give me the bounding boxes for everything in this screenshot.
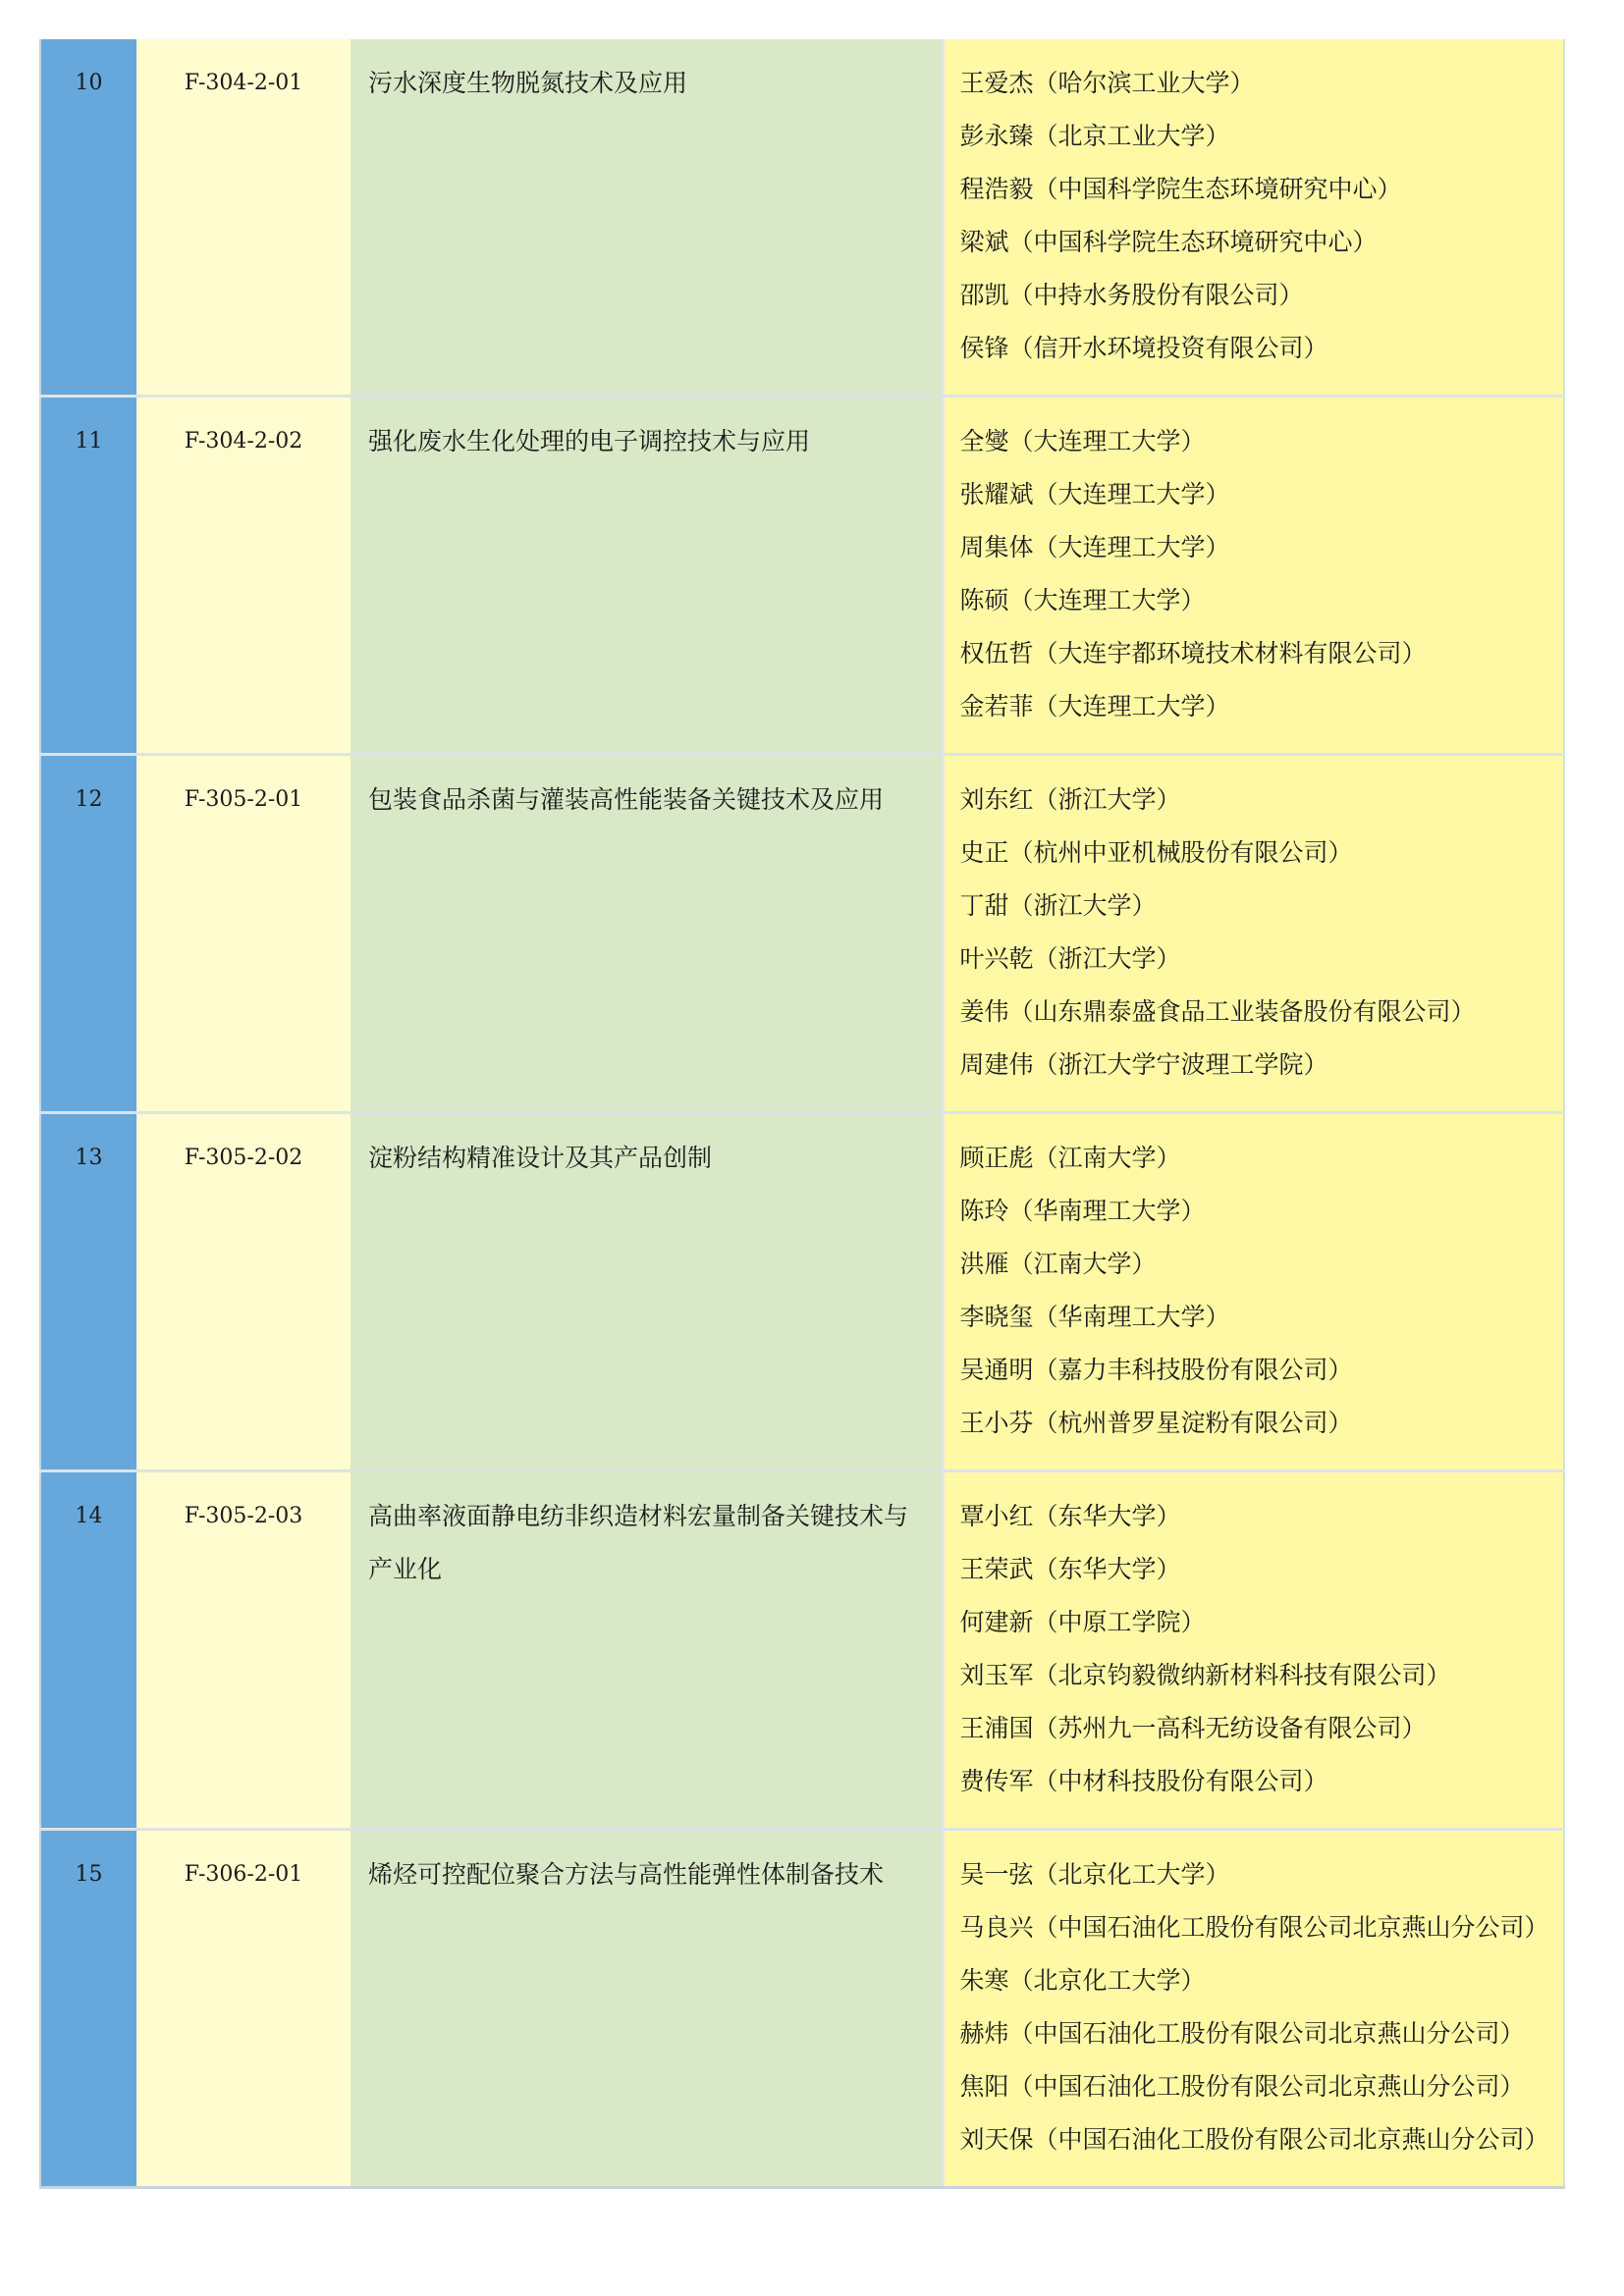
person-entry: 全燮（大连理工大学） — [959, 427, 1206, 455]
code-cell — [136, 1471, 351, 1830]
person-entry: 史正（杭州中亚机械股份有限公司） — [959, 838, 1353, 867]
table-row — [40, 1113, 1564, 1471]
people-list — [945, 398, 1564, 753]
person-entry: 焦阳（中国石油化工股份有限公司北京燕山分公司） — [959, 2072, 1525, 2101]
project-number: 14 — [75, 1504, 103, 1528]
person-entry: 王浦国（苏州九一高科无纺设备有限公司） — [959, 1714, 1427, 1742]
person-entry: 朱寒（北京化工大学） — [959, 1966, 1206, 1995]
person-entry: 邵凯（中持水务股份有限公司） — [959, 281, 1304, 309]
code-cell — [136, 1113, 351, 1471]
people-cell — [943, 397, 1564, 755]
project-number: 12 — [75, 787, 103, 812]
table-row — [40, 397, 1564, 755]
project-title: 包装食品杀菌与灌装高性能装备关键技术及应用 — [368, 785, 885, 814]
title-cell — [351, 755, 943, 1113]
person-entry: 王荣武（东华大学） — [959, 1555, 1181, 1583]
project-number: 13 — [75, 1146, 103, 1170]
title-cell — [351, 1113, 943, 1471]
person-entry: 王爱杰（哈尔滨工业大学） — [959, 69, 1255, 97]
code-cell — [136, 1830, 351, 2188]
project-title: 淀粉结构精准设计及其产品创制 — [368, 1144, 713, 1172]
project-title: 烯烃可控配位聚合方法与高性能弹性体制备技术 — [368, 1860, 885, 1889]
people-cell — [943, 755, 1564, 1113]
person-entry: 刘天保（中国石油化工股份有限公司北京燕山分公司） — [959, 2125, 1549, 2154]
person-entry: 吴通明（嘉力丰科技股份有限公司） — [959, 1356, 1353, 1384]
table-row — [40, 755, 1564, 1113]
number-cell — [40, 755, 136, 1113]
people-list — [945, 39, 1564, 395]
number-cell — [40, 1113, 136, 1471]
number-cell — [40, 1471, 136, 1830]
person-entry: 叶兴乾（浙江大学） — [959, 944, 1181, 973]
number-cell — [40, 397, 136, 755]
project-number: 11 — [75, 429, 103, 454]
project-number: 15 — [75, 1862, 103, 1887]
person-entry: 彭永臻（北京工业大学） — [959, 122, 1230, 150]
person-entry: 刘东红（浙江大学） — [959, 785, 1181, 814]
people-cell — [943, 1830, 1564, 2188]
title-cell — [351, 1471, 943, 1830]
table-row — [40, 1471, 1564, 1830]
person-entry: 程浩毅（中国科学院生态环境研究中心） — [959, 175, 1402, 203]
project-code: F-305-2-01 — [184, 787, 303, 812]
person-entry: 费传军（中材科技股份有限公司） — [959, 1767, 1328, 1795]
person-entry: 梁斌（中国科学院生态环境研究中心） — [959, 228, 1378, 256]
person-entry: 覃小红（东华大学） — [959, 1502, 1181, 1530]
people-cell — [943, 1113, 1564, 1471]
person-entry: 侯锋（信开水环境投资有限公司） — [959, 334, 1328, 362]
person-entry: 权伍哲（大连宇都环境技术材料有限公司） — [959, 639, 1427, 667]
title-cell — [351, 397, 943, 755]
people-cell — [943, 39, 1564, 397]
person-entry: 王小芬（杭州普罗星淀粉有限公司） — [959, 1409, 1353, 1437]
person-entry: 周建伟（浙江大学宁波理工学院） — [959, 1050, 1328, 1079]
project-code: F-304-2-01 — [184, 71, 303, 95]
project-title: 强化废水生化处理的电子调控技术与应用 — [368, 427, 811, 455]
award-table — [39, 39, 1565, 2189]
person-entry: 马良兴（中国石油化工股份有限公司北京燕山分公司） — [959, 1913, 1549, 1942]
project-code: F-305-2-02 — [184, 1146, 303, 1170]
person-entry: 赫炜（中国石油化工股份有限公司北京燕山分公司） — [959, 2019, 1525, 2048]
project-title: 污水深度生物脱氮技术及应用 — [368, 69, 688, 97]
number-cell — [40, 1830, 136, 2188]
project-code: F-305-2-03 — [184, 1504, 303, 1528]
person-entry: 何建新（中原工学院） — [959, 1608, 1206, 1636]
project-code: F-304-2-02 — [184, 429, 303, 454]
number-cell — [40, 39, 136, 397]
code-cell — [136, 755, 351, 1113]
project-title: 高曲率液面静电纺非织造材料宏量制备关键技术与产业化 — [368, 1502, 909, 1583]
table-row — [40, 39, 1564, 397]
table-row — [40, 1830, 1564, 2188]
project-code: F-306-2-01 — [184, 1862, 303, 1887]
people-list — [945, 1114, 1564, 1469]
people-list — [945, 1831, 1564, 2186]
person-entry: 陈硕（大连理工大学） — [959, 586, 1206, 614]
person-entry: 陈玲（华南理工大学） — [959, 1197, 1206, 1225]
project-number: 10 — [75, 71, 103, 95]
person-entry: 吴一弦（北京化工大学） — [959, 1860, 1230, 1889]
person-entry: 洪雁（江南大学） — [959, 1250, 1157, 1278]
title-cell — [351, 39, 943, 397]
code-cell — [136, 39, 351, 397]
title-cell — [351, 1830, 943, 2188]
table-body — [40, 39, 1564, 2188]
person-entry: 李晓玺（华南理工大学） — [959, 1303, 1230, 1331]
person-entry: 顾正彪（江南大学） — [959, 1144, 1181, 1172]
code-cell — [136, 397, 351, 755]
people-list — [945, 1472, 1564, 1828]
person-entry: 丁甜（浙江大学） — [959, 891, 1157, 920]
person-entry: 周集体（大连理工大学） — [959, 533, 1230, 561]
person-entry: 金若菲（大连理工大学） — [959, 692, 1230, 721]
person-entry: 姜伟（山东鼎泰盛食品工业装备股份有限公司） — [959, 997, 1476, 1026]
people-cell — [943, 1471, 1564, 1830]
person-entry: 张耀斌（大连理工大学） — [959, 480, 1230, 508]
person-entry: 刘玉军（北京钧毅微纳新材料科技有限公司） — [959, 1661, 1451, 1689]
people-list — [945, 756, 1564, 1111]
